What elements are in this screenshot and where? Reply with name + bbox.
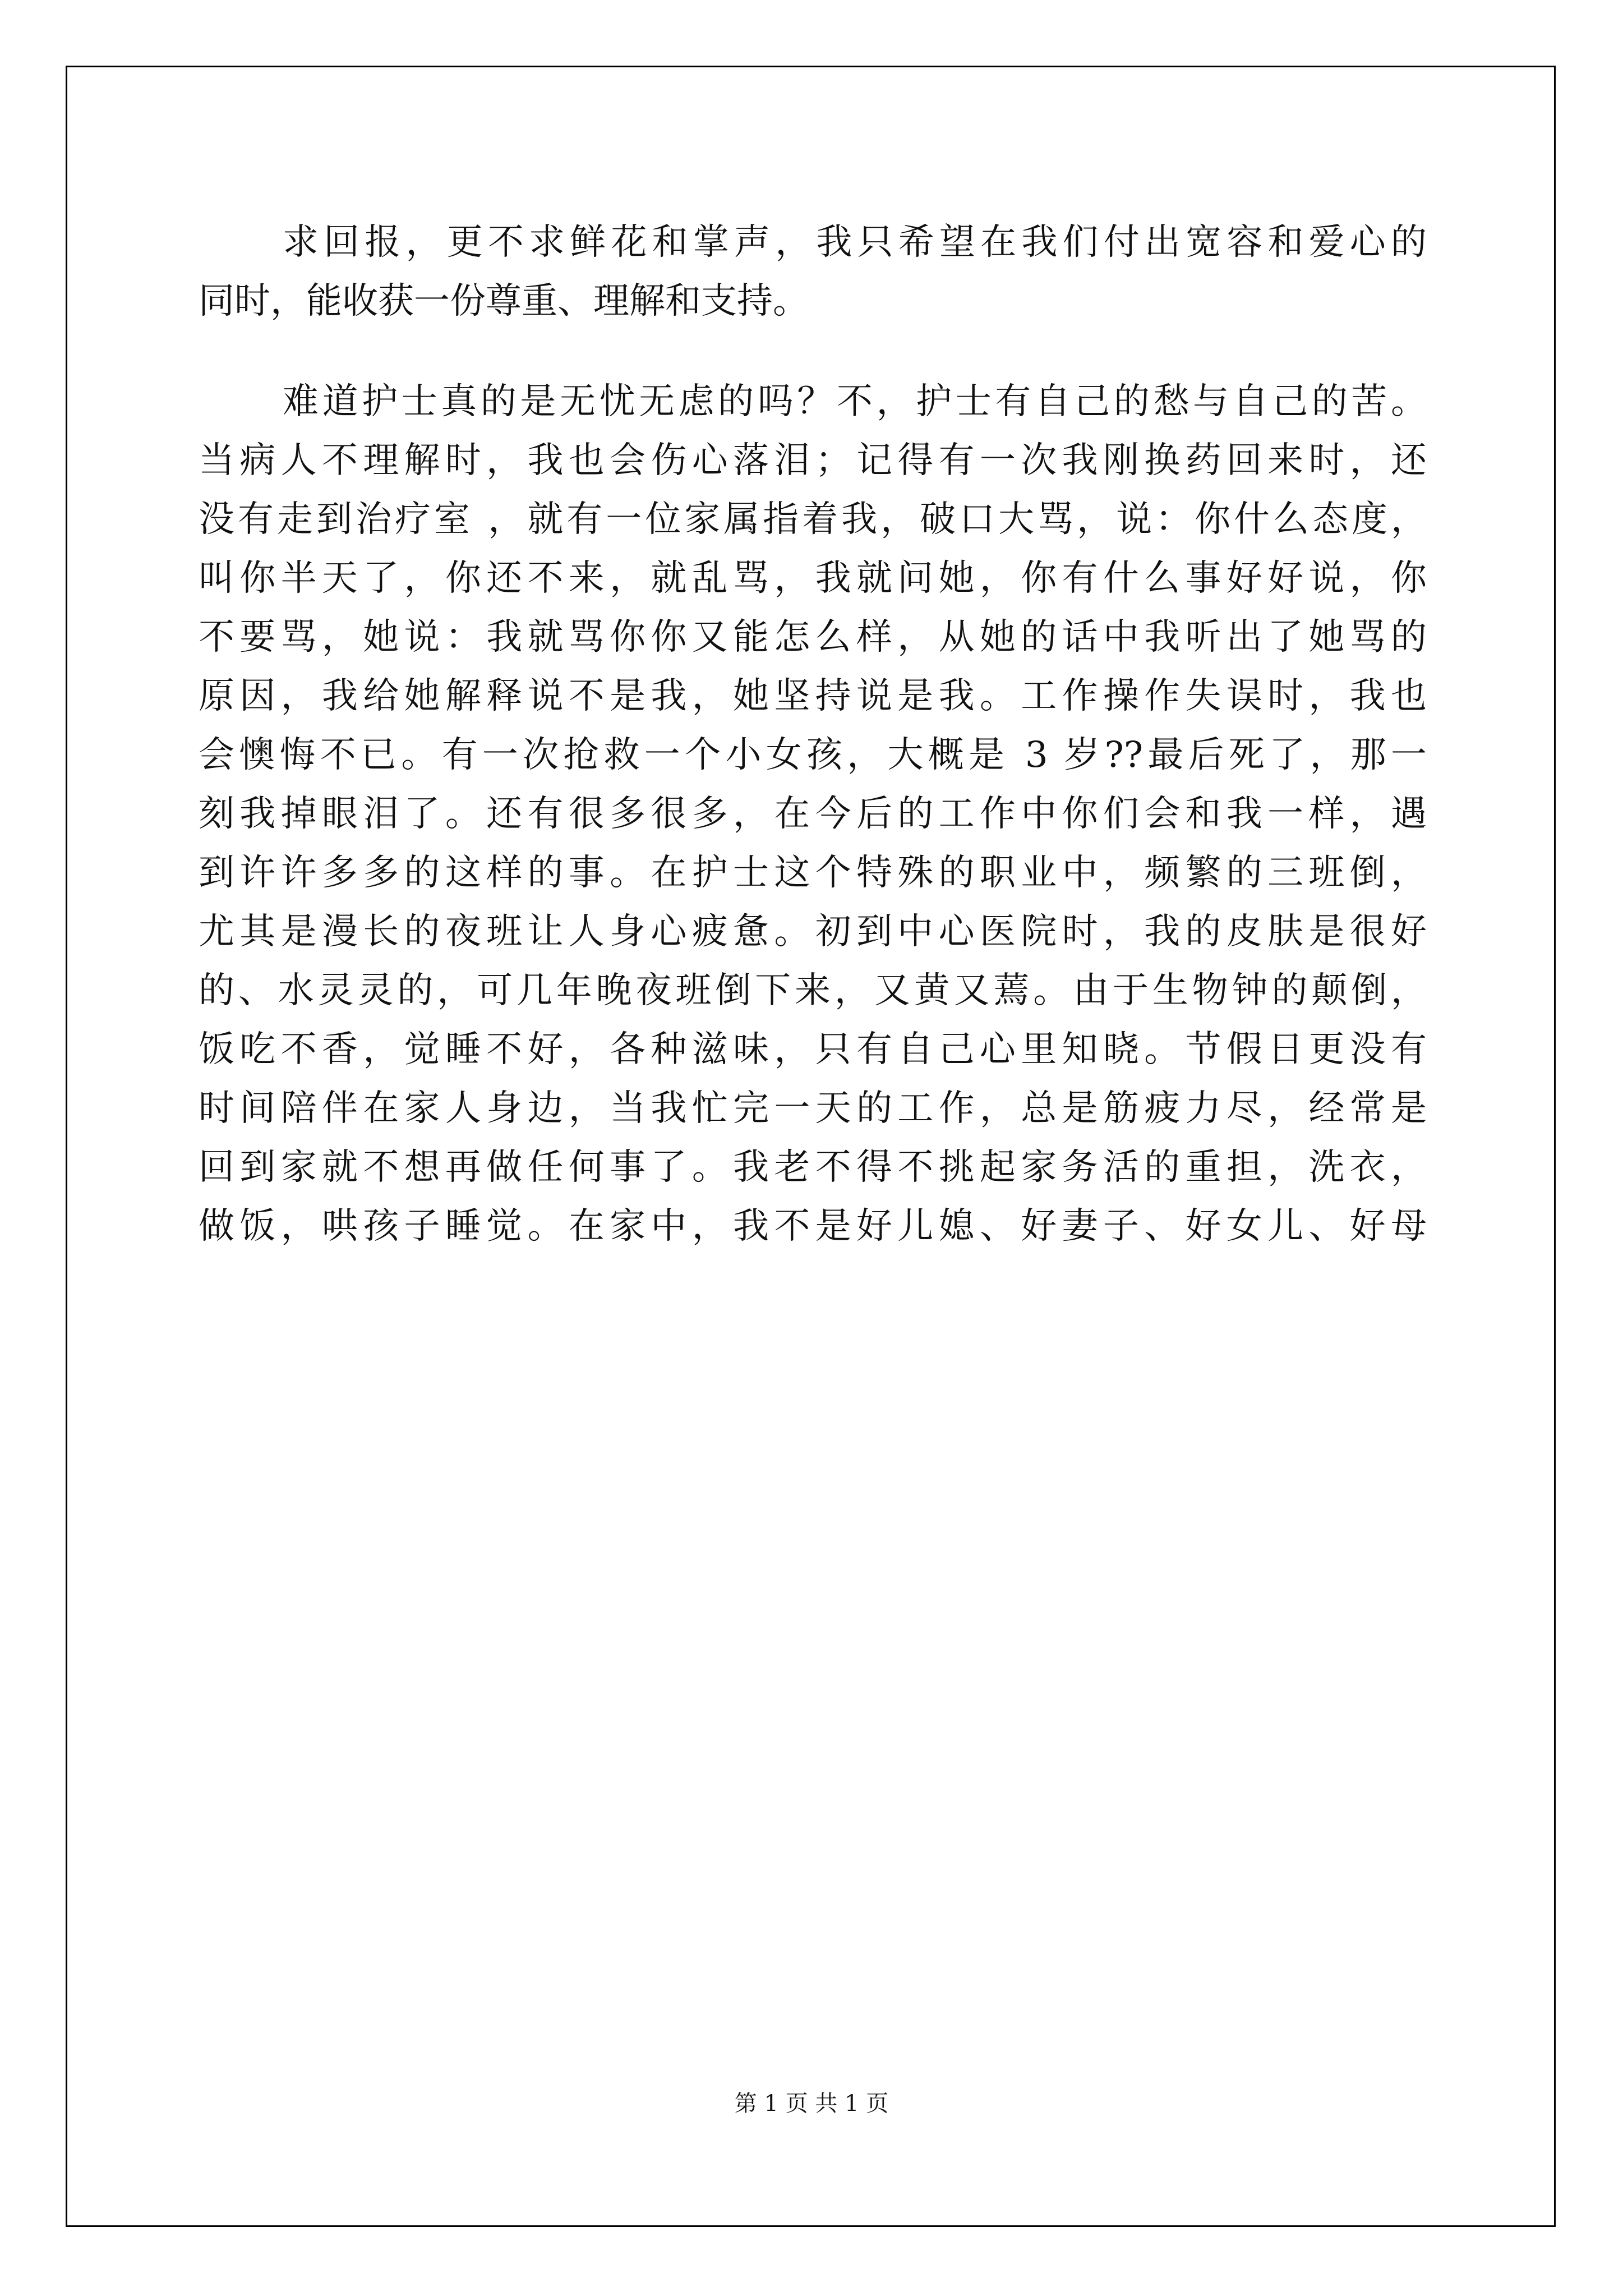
- text-line: 难道护士真的是无忧无虑的吗？不，护士有自己的愁与自己的苦。: [283, 381, 1427, 422]
- text-line: 到许许多多的这样的事。在护士这个特殊的职业中，频繁的三班倒，: [199, 852, 1427, 894]
- text-line: 尤其是漫长的夜班让人身心疲惫。初到中心医院时，我的皮肤是很好: [199, 911, 1427, 953]
- text-line: 饭吃不香，觉睡不好，各种滋味，只有自己心里知晓。节假日更没有: [199, 1029, 1427, 1070]
- text-line: 会懊悔不已。有一次抢救一个小女孩，大概是 3 岁??最后死了，那一: [199, 734, 1427, 776]
- text-line: 刻我掉眼泪了。还有很多很多，在今后的工作中你们会和我一样，遇: [199, 793, 1427, 835]
- text-line: 的、水灵灵的，可几年晚夜班倒下来，又黄又蔫。由于生物钟的颠倒，: [199, 970, 1427, 1011]
- text-line: 同时，能收获一份尊重、理解和支持。: [199, 280, 809, 322]
- text-line: 不要骂，她说：我就骂你你又能怎么样，从她的话中我听出了她骂的: [199, 616, 1427, 658]
- text-line: 时间陪伴在家人身边，当我忙完一天的工作，总是筋疲力尽，经常是: [199, 1088, 1427, 1129]
- paragraph-2: [199, 372, 1427, 1256]
- text-line: 做饭，哄孩子睡觉。在家中，我不是好儿媳、好妻子、好女儿、好母: [199, 1205, 1427, 1247]
- paragraph-1: [199, 213, 1427, 331]
- text-line: 求回报，更不求鲜花和掌声，我只希望在我们付出宽容和爱心的: [283, 222, 1427, 263]
- text-line: 回到家就不想再做任何事了。我老不得不挑起家务活的重担，洗衣，: [199, 1147, 1427, 1188]
- text-line: 原因，我给她解释说不是我，她坚持说是我。工作操作失误时，我也: [199, 675, 1427, 717]
- text-line: 叫你半天了，你还不来，就乱骂，我就问她，你有什么事好好说，你: [199, 558, 1427, 599]
- text-line: 没有走到治疗室 ，就有一位家属指着我，破口大骂，说：你什么态度，: [199, 499, 1427, 540]
- document-body: [199, 213, 1427, 1297]
- text-line: 当病人不理解时，我也会伤心落泪；记得有一次我刚换药回来时，还: [199, 440, 1427, 481]
- page-footer: 第 1 页 共 1 页: [734, 2091, 889, 2116]
